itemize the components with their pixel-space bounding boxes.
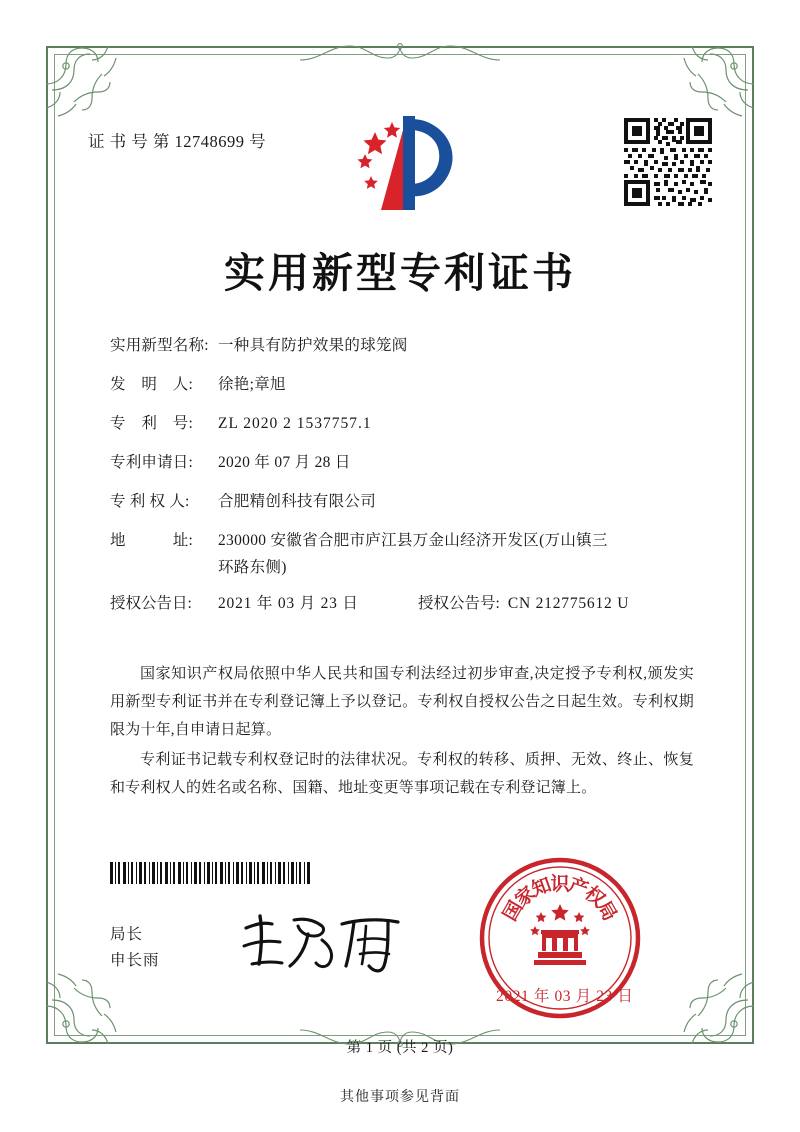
- field-list: [110, 338, 710, 633]
- corner-ornament-top-right: [678, 44, 756, 122]
- edge-ornament-top: [300, 40, 500, 71]
- field-value: 230000 安徽省合肥市庐江县万金山经济开发区(万山镇三: [218, 532, 608, 549]
- certificate-number: 证 书 号 第 12748699 号: [88, 132, 267, 151]
- corner-ornament-bottom-right: [678, 968, 756, 1046]
- field-row-patent-number: [110, 416, 710, 432]
- field-row-patentee: [110, 494, 710, 510]
- field-label: 地 址:: [110, 532, 194, 549]
- field-value-grant-date: 2021 年 03 月 23 日: [218, 594, 359, 612]
- director-name: 申长雨: [110, 952, 160, 969]
- field-label: 专 利 权 人:: [110, 493, 190, 510]
- corner-ornament-top-left: [44, 44, 122, 122]
- cnipa-logo-icon: [345, 110, 465, 220]
- page-title: 实用新型专利证书: [224, 249, 576, 297]
- svg-text:局: 局: [592, 897, 622, 925]
- field-value: 合肥精创科技有限公司: [218, 493, 377, 510]
- body-paragraph-1: 国家知识产权局依照中华人民共和国专利法经过初步审查,决定授予专利权,颁发实用新型专利证书并在专利登记簿上予以登记。专利权自授权公告之日起生效。专利权期限为十年,自申请日起算。: [110, 666, 694, 738]
- qr-code-icon: [622, 116, 714, 208]
- field-label: 专 利 号:: [110, 415, 194, 432]
- svg-text:识: 识: [550, 873, 570, 895]
- field-label-grant-number: 授权公告号:: [418, 594, 500, 612]
- field-row-address: [110, 533, 710, 549]
- handwritten-signature: [238, 906, 418, 978]
- field-label: 专利申请日:: [110, 454, 194, 471]
- director-title-label: 局长: [110, 926, 144, 943]
- seal-date: 2021 年 03 月 23 日: [496, 988, 634, 1005]
- field-value: 一种具有防护效果的球笼阀: [218, 337, 408, 354]
- footer-note: 其他事项参见背面: [340, 1090, 460, 1105]
- field-value: ZL 2020 2 1537757.1: [218, 415, 372, 432]
- body-text: [110, 660, 694, 804]
- field-label: 发 明 人:: [110, 376, 194, 393]
- field-label-grant-date: 授权公告日:: [110, 594, 192, 612]
- svg-text:知: 知: [528, 873, 555, 901]
- body-paragraph-2: 专利证书记载专利权登记时的法律状况。专利权的转移、质押、无效、终止、恢复和专利权人的姓名或名称、国籍、地址变更等事项记载在专利登记簿上。: [110, 752, 694, 796]
- field-label: 实用新型名称:: [110, 337, 209, 354]
- svg-text:国: 国: [498, 897, 528, 925]
- field-row-utility-model-name: [110, 338, 710, 354]
- signature-block: [110, 922, 160, 974]
- field-row-inventor: [110, 377, 710, 393]
- page-number: 第 1 页 (共 2 页): [346, 1040, 454, 1056]
- corner-ornament-bottom-left: [44, 968, 122, 1046]
- field-row-application-date: [110, 455, 710, 471]
- field-row-grant-announcement: [110, 596, 710, 612]
- svg-text:权: 权: [580, 882, 610, 912]
- field-value: 徐艳;章旭: [218, 376, 286, 393]
- svg-text:家: 家: [510, 882, 540, 912]
- barcode-icon: [110, 862, 314, 884]
- field-value: 2020 年 07 月 28 日: [218, 454, 351, 471]
- svg-text:产: 产: [565, 873, 592, 901]
- field-value-grant-number: CN 212775612 U: [507, 594, 630, 612]
- field-value-address-continued: 环路东侧): [218, 559, 287, 576]
